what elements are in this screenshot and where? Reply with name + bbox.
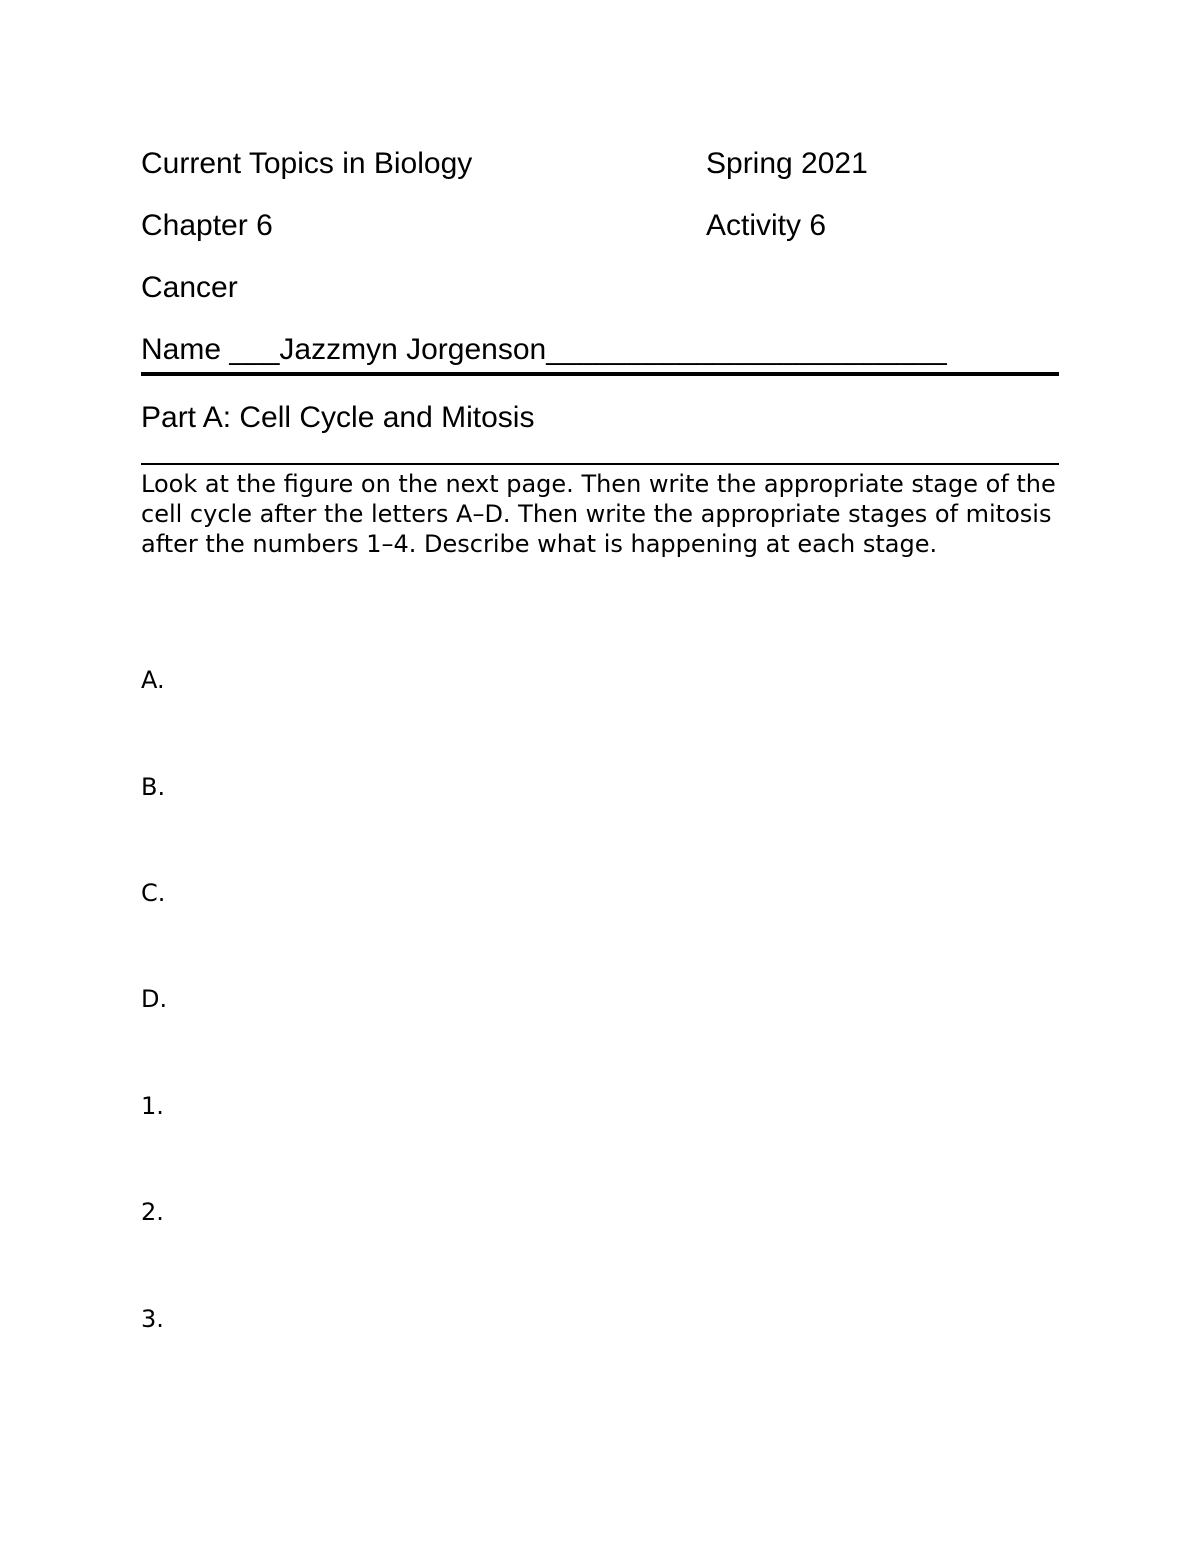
part-a-instructions: Look at the figure on the next page. Then write the appropriate stage of the cell cycle after the letters A–D. Then write the appropriate stages of mitosis after the numbers 1–4. Describe what is happening at each stage.	[141, 470, 1056, 558]
activity-label: Activity 6	[706, 209, 827, 242]
chapter-label: Chapter 6	[141, 209, 273, 242]
answer-label-d: D.	[141, 985, 168, 1013]
answer-label-2: 2.	[141, 1198, 164, 1226]
answer-label-3: 3.	[141, 1305, 164, 1333]
answer-label-b: B.	[141, 773, 166, 801]
answer-label-1: 1.	[141, 1092, 164, 1120]
term-label: Spring 2021	[706, 147, 868, 180]
header-divider	[141, 372, 1059, 376]
course-title: Current Topics in Biology	[141, 147, 473, 180]
topic-label: Cancer	[141, 271, 238, 304]
answer-label-a: A.	[141, 666, 165, 694]
answer-label-c: C.	[141, 879, 166, 907]
part-a-divider	[141, 463, 1059, 465]
part-a-title: Part A: Cell Cycle and Mitosis	[141, 401, 535, 434]
student-name-line: Name ___Jazzmyn Jorgenson________________________	[141, 333, 947, 366]
